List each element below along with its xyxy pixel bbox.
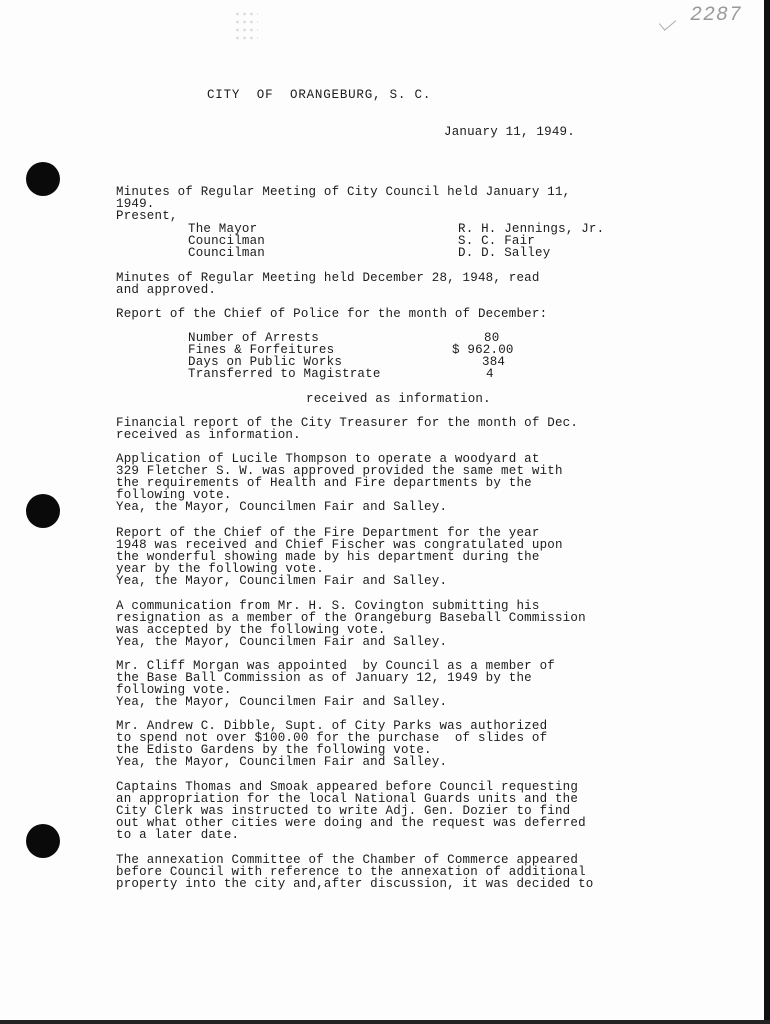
paragraph-line: Financial report of the City Treasurer for the month of Dec. xyxy=(116,416,579,430)
vote-line: Yea, the Mayor, Councilmen Fair and Salley. xyxy=(116,695,448,709)
paragraph-line: was accepted by the following vote. xyxy=(116,623,386,637)
paragraph-line: A communication from Mr. H. S. Covington submitting his xyxy=(116,599,540,613)
opening-line: Minutes of Regular Meeting of City Council held January 11, xyxy=(116,185,571,199)
paragraph-line: the wonderful showing made by his department during the xyxy=(116,550,540,564)
paragraph-line: Mr. Andrew C. Dibble, Supt. of City Parks was authorized xyxy=(116,719,548,733)
attendee-role: The Mayor xyxy=(188,222,258,236)
vote-line: Yea, the Mayor, Councilmen Fair and Salley. xyxy=(116,755,448,769)
paragraph-line: Captains Thomas and Smoak appeared before Council requesting xyxy=(116,780,579,794)
page-stamp-number: 2287 xyxy=(690,4,743,27)
attendee-name: R. H. Jennings, Jr. xyxy=(458,222,605,236)
paragraph-line: property into the city and,after discussion, it was decided to xyxy=(116,877,594,891)
paragraph-line: following vote. xyxy=(116,488,232,502)
police-item-label: Number of Arrests xyxy=(188,331,319,345)
opening-line: 1949. xyxy=(116,197,155,211)
checkmark-icon xyxy=(659,14,676,31)
police-report-intro: Report of the Chief of Police for the month of December: xyxy=(116,307,548,321)
paragraph-line: 1948 was received and Chief Fischer was congratulated upon xyxy=(116,538,563,552)
minutes-approval-line: and approved. xyxy=(116,283,217,297)
vote-line: Yea, the Mayor, Councilmen Fair and Salley. xyxy=(116,635,448,649)
vote-line: Yea, the Mayor, Councilmen Fair and Salley. xyxy=(116,574,448,588)
scan-edge-right xyxy=(764,0,770,1024)
minutes-approval-line: Minutes of Regular Meeting held December 28, 1948, read xyxy=(116,271,540,285)
police-item-value: $ 962.00 xyxy=(452,343,514,357)
paragraph-line: to a later date. xyxy=(116,828,240,842)
paragraph-line: 329 Fletcher S. W. was approved provided the same met with xyxy=(116,464,563,478)
paragraph-line: Report of the Chief of the Fire Department for the year xyxy=(116,526,540,540)
paragraph-line: out what other cities were doing and the request was deferred xyxy=(116,816,586,830)
paragraph-line: Mr. Cliff Morgan was appointed by Council as a member of xyxy=(116,659,555,673)
paragraph-line: the Base Ball Commission as of January 12, 1949 by the xyxy=(116,671,532,685)
punch-hole-icon xyxy=(26,824,60,858)
paragraph-line: The annexation Committee of the Chamber of Commerce appeared xyxy=(116,853,579,867)
paragraph-line: before Council with reference to the annexation of additional xyxy=(116,865,586,879)
police-report-note: received as information. xyxy=(306,392,491,406)
attendee-name: D. D. Salley xyxy=(458,246,551,260)
punch-hole-icon xyxy=(26,494,60,528)
present-label: Present, xyxy=(116,209,178,223)
scan-edge-bottom xyxy=(0,1020,770,1024)
vote-line: Yea, the Mayor, Councilmen Fair and Salley. xyxy=(116,500,448,514)
paragraph-line: year by the following vote. xyxy=(116,562,324,576)
paragraph-line: City Clerk was instructed to write Adj. Gen. Dozier to find xyxy=(116,804,571,818)
city-title: CITY OF ORANGEBURG, S. C. xyxy=(207,88,432,102)
attendee-name: S. C. Fair xyxy=(458,234,536,248)
police-item-value: 384 xyxy=(482,355,506,369)
punch-hole-icon xyxy=(26,162,60,196)
attendee-role: Councilman xyxy=(188,246,266,260)
paragraph-line: to spend not over $100.00 for the purchase of slides of xyxy=(116,731,548,745)
police-item-label: Transferred to Magistrate xyxy=(188,367,381,381)
paragraph-line: received as information. xyxy=(116,428,301,442)
paragraph-line: the requirements of Health and Fire departments by the xyxy=(116,476,532,490)
police-item-label: Days on Public Works xyxy=(188,355,343,369)
paragraph-line: following vote. xyxy=(116,683,232,697)
meeting-date: January 11, 1949. xyxy=(444,125,575,139)
police-item-label: Fines & Forfeitures xyxy=(188,343,335,357)
police-item-value: 80 xyxy=(484,331,500,345)
paragraph-line: the Edisto Gardens by the following vote. xyxy=(116,743,432,757)
attendee-role: Councilman xyxy=(188,234,266,248)
police-item-value: 4 xyxy=(486,367,494,381)
paragraph-line: resignation as a member of the Orangeburg Baseball Commission xyxy=(116,611,586,625)
scan-artifact xyxy=(234,10,258,44)
paragraph-line: an appropriation for the local National Guards units and the xyxy=(116,792,579,806)
paragraph-line: Application of Lucile Thompson to operate a woodyard at xyxy=(116,452,540,466)
